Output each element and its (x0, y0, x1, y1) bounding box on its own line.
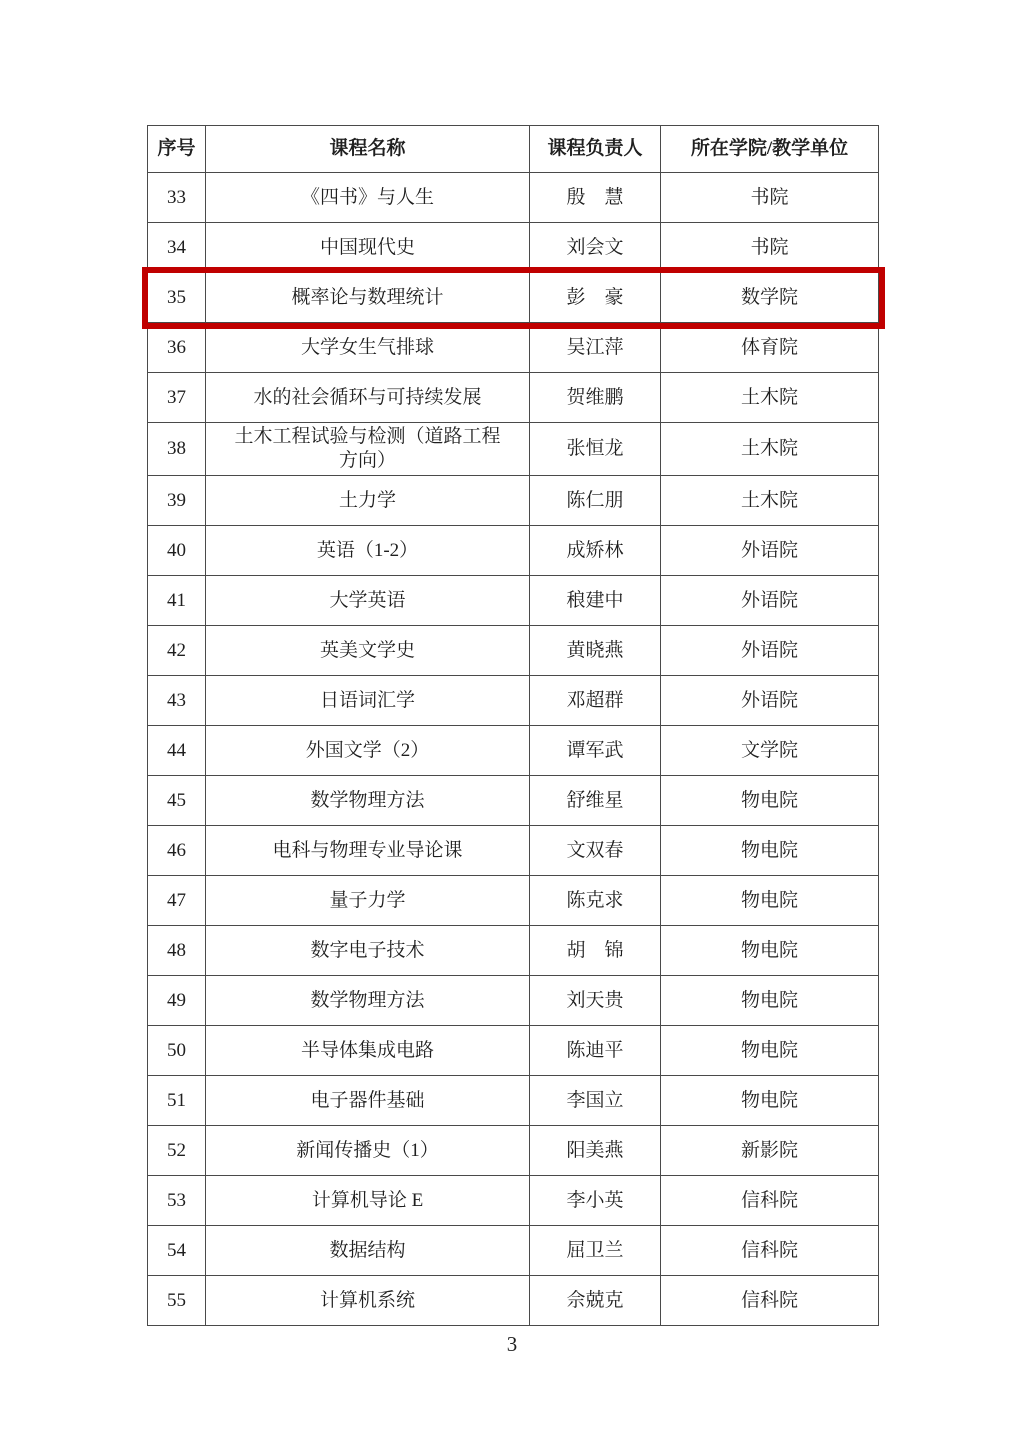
table-row (148, 826, 879, 876)
course-name-cell (206, 173, 530, 223)
row-number-cell: 47 (148, 876, 206, 926)
course-name-text: 英美文学史 (319, 639, 415, 661)
row-number-cell: 33 (148, 173, 206, 223)
table-row (148, 323, 879, 373)
leader-cell: 舒维星 (530, 776, 661, 826)
unit-cell: 物电院 (661, 926, 879, 976)
row-number-cell: 44 (148, 726, 206, 776)
table-row (148, 223, 879, 273)
unit-cell: 新影院 (661, 1126, 879, 1176)
row-number-cell: 51 (148, 1076, 206, 1126)
leader-cell: 陈仁朋 (530, 476, 661, 526)
row-number-cell: 53 (148, 1176, 206, 1226)
course-name-text: 外国文学（2） (305, 739, 430, 761)
row-number-cell: 42 (148, 626, 206, 676)
leader-cell: 黄晓燕 (530, 626, 661, 676)
course-name-text: 新闻传播史（1） (296, 1139, 439, 1161)
course-name-text: 土力学 (338, 489, 396, 511)
table-row (148, 173, 879, 223)
leader-cell: 阳美燕 (530, 1126, 661, 1176)
row-number-cell: 37 (148, 373, 206, 423)
leader-cell: 李小英 (530, 1176, 661, 1226)
table-row-highlighted (148, 273, 879, 323)
course-name-text: 计算机系统 (319, 1289, 415, 1311)
course-name-text: 大学女生气排球 (300, 336, 434, 358)
unit-cell: 数学院 (661, 273, 879, 323)
leader-cell: 胡 锦 (530, 926, 661, 976)
leader-cell: 殷 慧 (530, 173, 661, 223)
row-number-cell: 45 (148, 776, 206, 826)
unit-cell: 土木院 (661, 476, 879, 526)
table-body (148, 173, 879, 1326)
course-table (147, 125, 879, 1326)
leader-cell: 李国立 (530, 1076, 661, 1126)
table-header-row (148, 126, 879, 173)
course-name-cell (206, 876, 530, 926)
header-cell-unit: 所在学院/教学单位 (661, 126, 879, 173)
unit-cell: 信科院 (661, 1276, 879, 1326)
course-name-text: 半导体集成电路 (300, 1039, 434, 1061)
course-name-text: 计算机导论 E (311, 1189, 424, 1211)
course-name-cell (206, 1276, 530, 1326)
table-row (148, 1176, 879, 1226)
course-name-text: 日语词汇学 (319, 689, 415, 711)
course-name-text: 数据结构 (329, 1239, 406, 1261)
leader-cell: 陈克求 (530, 876, 661, 926)
table-row (148, 423, 879, 476)
row-number-cell: 35 (148, 273, 206, 323)
row-number-cell: 46 (148, 826, 206, 876)
course-name-cell (206, 776, 530, 826)
course-name-text: 水的社会循环与可持续发展 (253, 386, 482, 408)
course-name-cell (206, 926, 530, 976)
table-row (148, 626, 879, 676)
table-row (148, 676, 879, 726)
row-number-cell: 54 (148, 1226, 206, 1276)
course-name-cell (206, 1026, 530, 1076)
course-name-cell (206, 323, 530, 373)
table-row (148, 1026, 879, 1076)
unit-cell: 外语院 (661, 576, 879, 626)
leader-cell: 吴江萍 (530, 323, 661, 373)
course-name-text: 《四书》与人生 (300, 186, 434, 208)
row-number-cell: 41 (148, 576, 206, 626)
unit-cell: 信科院 (661, 1176, 879, 1226)
table-row (148, 876, 879, 926)
unit-cell: 物电院 (661, 976, 879, 1026)
table-row (148, 926, 879, 976)
unit-cell: 物电院 (661, 876, 879, 926)
header-cell-no: 序号 (148, 126, 206, 173)
row-number-cell: 52 (148, 1126, 206, 1176)
row-number-cell: 50 (148, 1026, 206, 1076)
course-name-cell (206, 826, 530, 876)
leader-cell: 刘天贵 (530, 976, 661, 1026)
table-header (148, 126, 879, 173)
course-name-cell (206, 223, 530, 273)
course-name-text: 数学物理方法 (310, 989, 425, 1011)
course-name-cell (206, 373, 530, 423)
leader-cell: 成矫林 (530, 526, 661, 576)
course-name-text: 电子器件基础 (310, 1089, 425, 1111)
row-number-cell: 39 (148, 476, 206, 526)
table-row (148, 526, 879, 576)
table-row (148, 1226, 879, 1276)
table-row (148, 976, 879, 1026)
leader-cell: 屈卫兰 (530, 1226, 661, 1276)
course-name-text: 数字电子技术 (310, 939, 425, 961)
course-name-text: 数学物理方法 (310, 789, 425, 811)
course-name-text: 电科与物理专业导论课 (272, 839, 463, 861)
unit-cell: 物电院 (661, 826, 879, 876)
row-number-cell: 49 (148, 976, 206, 1026)
course-name-cell (206, 1226, 530, 1276)
table-row (148, 373, 879, 423)
course-name-cell (206, 1176, 530, 1226)
leader-cell: 张恒龙 (530, 423, 661, 476)
leader-cell: 谭军武 (530, 726, 661, 776)
table-row (148, 726, 879, 776)
header-cell-leader: 课程负责人 (530, 126, 661, 173)
leader-cell: 佘兢克 (530, 1276, 661, 1326)
unit-cell: 土木院 (661, 423, 879, 476)
table-row (148, 776, 879, 826)
header-cell-course: 课程名称 (206, 126, 530, 173)
unit-cell: 外语院 (661, 626, 879, 676)
row-number-cell: 48 (148, 926, 206, 976)
course-name-text: 量子力学 (329, 889, 406, 911)
unit-cell: 物电院 (661, 1026, 879, 1076)
row-number-cell: 40 (148, 526, 206, 576)
unit-cell: 文学院 (661, 726, 879, 776)
course-name-cell (206, 273, 530, 323)
unit-cell: 物电院 (661, 1076, 879, 1126)
course-name-cell (206, 576, 530, 626)
leader-cell: 邓超群 (530, 676, 661, 726)
unit-cell: 外语院 (661, 526, 879, 576)
row-number-cell: 34 (148, 223, 206, 273)
table-row (148, 576, 879, 626)
course-name-cell (206, 626, 530, 676)
leader-cell: 陈迪平 (530, 1026, 661, 1076)
unit-cell: 体育院 (661, 323, 879, 373)
unit-cell: 信科院 (661, 1226, 879, 1276)
unit-cell: 书院 (661, 223, 879, 273)
row-number-cell: 36 (148, 323, 206, 373)
course-name-cell (206, 1126, 530, 1176)
table-row (148, 1126, 879, 1176)
row-number-cell: 38 (148, 423, 206, 476)
course-name-text: 土木工程试验与检测（道路工程方向） (234, 426, 501, 471)
unit-cell: 书院 (661, 173, 879, 223)
course-name-text: 中国现代史 (319, 236, 415, 258)
page-number: 3 (506, 1332, 518, 1356)
row-number-cell: 43 (148, 676, 206, 726)
table-row (148, 1076, 879, 1126)
course-name-cell (206, 476, 530, 526)
course-name-cell (206, 526, 530, 576)
course-name-cell (206, 423, 530, 476)
leader-cell: 贺维鹏 (530, 373, 661, 423)
table-row (148, 476, 879, 526)
unit-cell: 物电院 (661, 776, 879, 826)
course-name-text: 大学英语 (329, 589, 406, 611)
course-name-cell (206, 1076, 530, 1126)
row-number-cell: 55 (148, 1276, 206, 1326)
course-name-text: 概率论与数理统计 (291, 286, 444, 308)
unit-cell: 土木院 (661, 373, 879, 423)
unit-cell: 外语院 (661, 676, 879, 726)
course-name-cell (206, 676, 530, 726)
course-name-cell (206, 976, 530, 1026)
course-name-cell (206, 726, 530, 776)
leader-cell: 文双春 (530, 826, 661, 876)
leader-cell: 彭 豪 (530, 273, 661, 323)
table-row (148, 1276, 879, 1326)
course-name-text: 英语（1-2） (316, 539, 419, 561)
leader-cell: 刘会文 (530, 223, 661, 273)
leader-cell: 稂建中 (530, 576, 661, 626)
